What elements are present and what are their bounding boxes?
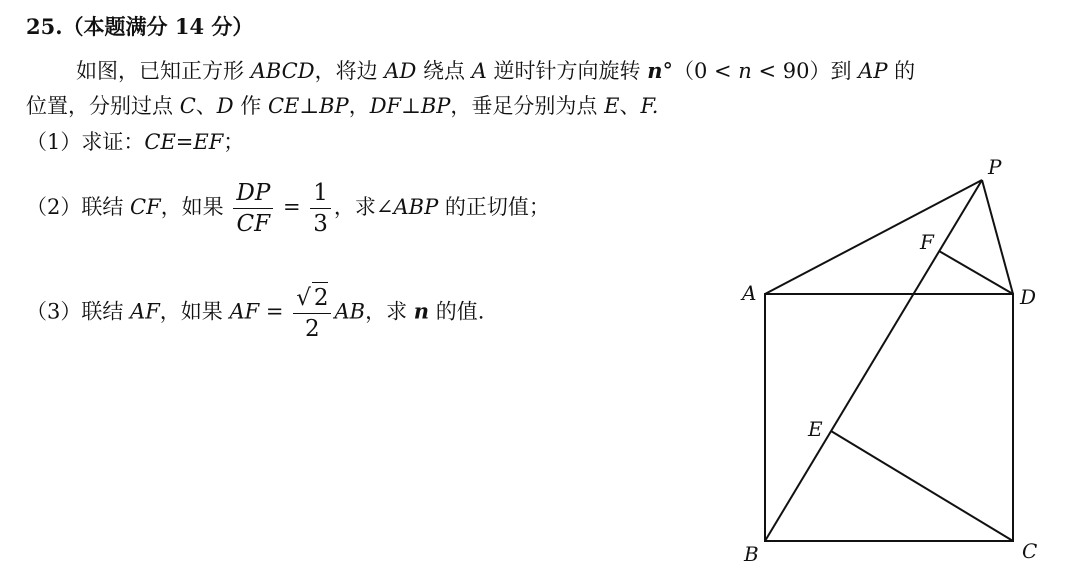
question-text: 的值. — [429, 299, 485, 324]
question-text: ，如果 — [160, 195, 231, 219]
angle-n: n — [413, 298, 430, 324]
segment-ce — [831, 431, 1013, 541]
label-c: C — [1022, 539, 1038, 563]
question-text: ，求∠ — [333, 195, 394, 219]
segment-bp — [765, 180, 982, 541]
fraction-denominator: 2 — [305, 316, 320, 342]
perp-ce: CE⊥BP — [267, 94, 349, 118]
angle-n: n — [647, 58, 663, 83]
point-d: D — [216, 94, 234, 118]
question-1-expr: CE=EF — [144, 130, 224, 154]
question-text: 的正切值； — [438, 195, 550, 219]
sqrt-radicand: 2 — [312, 282, 329, 313]
point-e: E — [604, 94, 620, 118]
fraction-denominator: CF — [236, 211, 271, 237]
label-e: E — [808, 417, 823, 441]
intro-text: 如图，已知正方形 — [76, 59, 251, 83]
label-p: P — [988, 155, 1002, 179]
fraction-numerator: DP — [233, 178, 273, 209]
equals-sign: = — [259, 299, 291, 324]
point-a: A — [471, 59, 487, 83]
intro-text: 的 — [887, 59, 916, 83]
intro-text: < 90）到 — [751, 59, 859, 83]
angle-abp: ABP — [393, 195, 439, 219]
intro-text: 位置，分别过点 — [26, 94, 180, 118]
question-text: （2）联结 — [26, 195, 131, 219]
intro-text: ， — [348, 94, 370, 118]
intro-text: 、 — [619, 94, 641, 118]
intro-text: 、 — [195, 94, 217, 118]
segment-ap — [765, 180, 982, 294]
angle-n: n — [738, 59, 752, 83]
square-abcd — [765, 294, 1013, 541]
intro-text: ，将边 — [314, 59, 385, 83]
square-name: ABCD — [250, 59, 315, 83]
label-b: B — [744, 542, 759, 566]
segment-af: AF — [229, 299, 260, 324]
point-f: F. — [640, 94, 659, 118]
segment-df — [939, 251, 1013, 294]
intro-text: 作 — [233, 94, 268, 118]
segment-ap: AP — [858, 59, 888, 83]
question-text: ，如果 — [159, 299, 230, 324]
segment-pd — [982, 180, 1013, 294]
segment-ab: AB — [334, 299, 366, 324]
intro-text: ，垂足分别为点 — [450, 94, 605, 118]
side-ad: AD — [384, 59, 417, 83]
question-text: ，求 — [365, 299, 414, 324]
perp-df: DF⊥BP — [369, 94, 451, 118]
question-text: ； — [223, 130, 245, 154]
sqrt-symbol: √ — [296, 285, 311, 311]
question-text: （3）联结 — [26, 299, 131, 324]
point-c: C — [179, 94, 196, 118]
intro-text: °（0 < — [662, 59, 739, 83]
segment-cf: CF — [130, 195, 161, 219]
intro-text: 绕点 — [416, 59, 472, 83]
equals-sign: = — [276, 195, 308, 219]
segment-af: AF — [130, 299, 160, 324]
label-a: A — [742, 281, 757, 305]
fraction-numerator: 1 — [310, 178, 331, 209]
fraction-denominator: 3 — [313, 211, 328, 237]
label-d: D — [1020, 285, 1037, 309]
intro-text: 逆时针方向旋转 — [486, 59, 648, 83]
problem-header: 25.（本题满分 14 分） — [26, 14, 254, 39]
label-f: F — [920, 230, 934, 254]
question-text: （1）求证： — [26, 130, 145, 154]
